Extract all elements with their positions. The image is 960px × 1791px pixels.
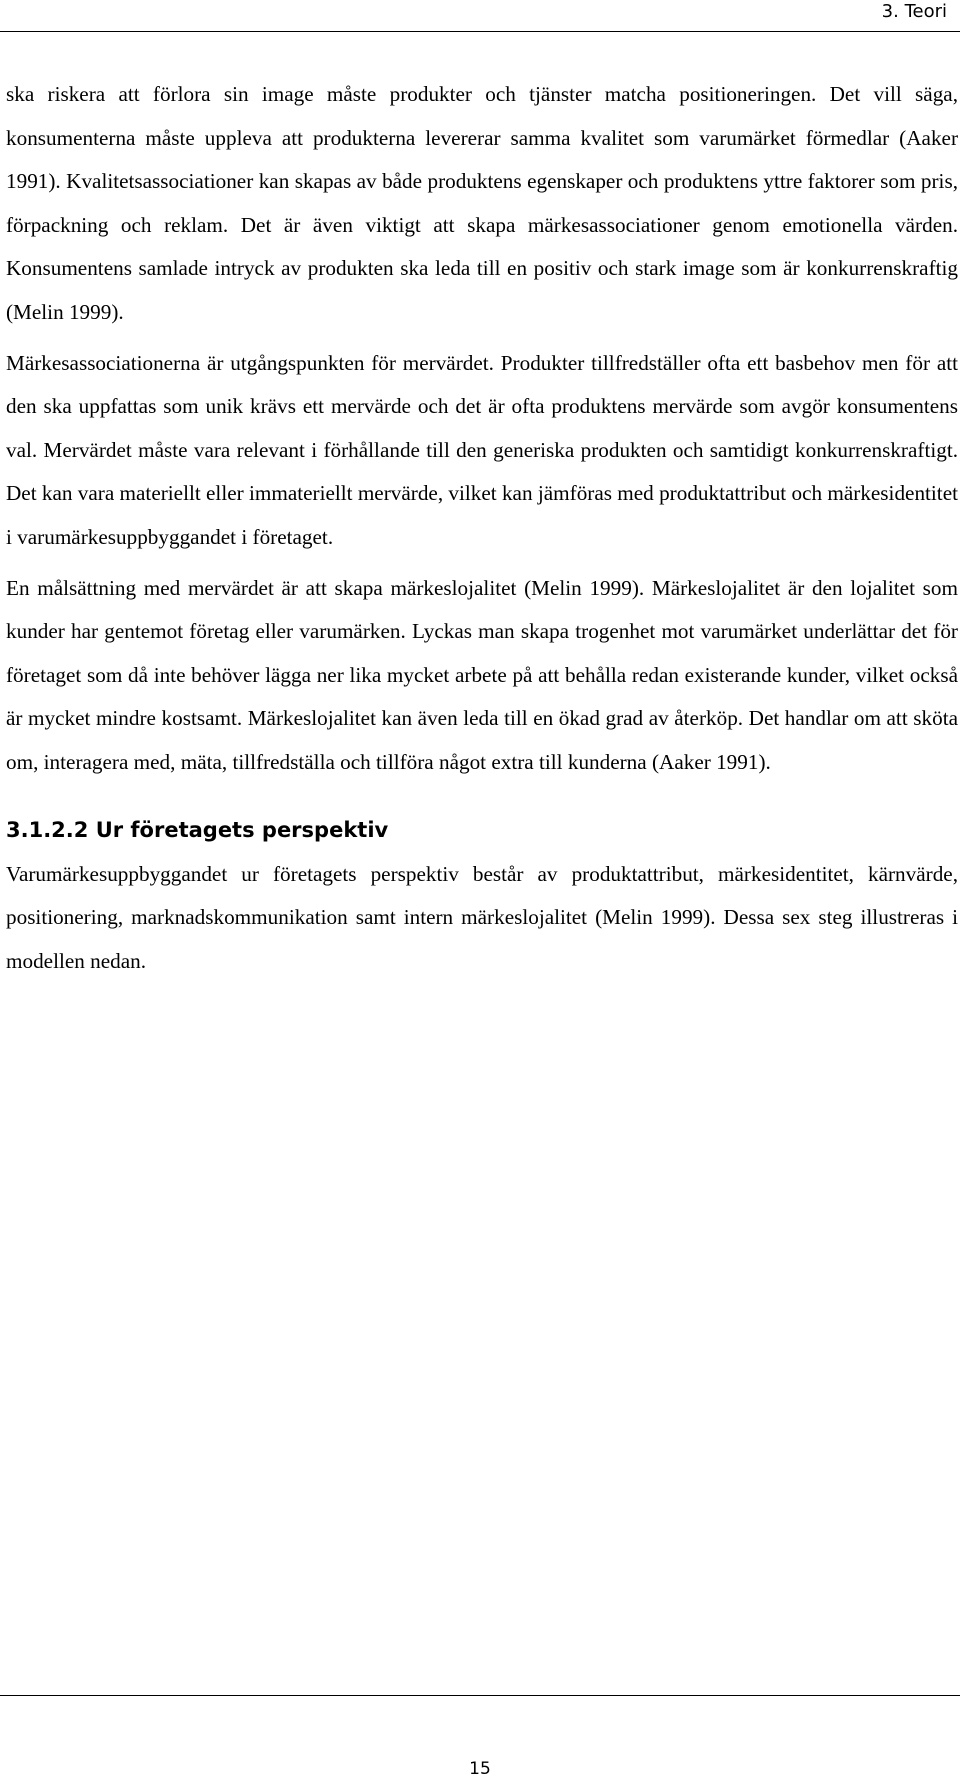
footer-rule xyxy=(0,1695,960,1696)
paragraph-added-value: Märkesassociationerna är utgångspunkten för mervärdet. Produkter tillfredställer ofta ett basbehov men för att den ska uppfattas som unik krävs ett mervärde och det är ofta produktens mervärde som avgör konsumentens val. Mervärdet måste vara relevant i förhållande till den generiska produkten och samtidigt konkurrenskraftigt. Det kan vara materiellt eller immateriellt mervärde, vilket kan jämföras med produktattribut och märkesidentitet i varumärkesuppbyggandet i företaget. xyxy=(6,350,958,549)
page-number: 15 xyxy=(469,1759,491,1779)
paragraph-brand-loyalty: En målsättning med mervärdet är att skapa märkeslojalitet (Melin 1999). Märkeslojalitet är den lojalitet som kunder har gentemot företag eller varumärken. Lyckas man skapa trogenhet mot varumärket underlättar det för företaget som då inte behöver lägga ner lika mycket arbete på att behålla redan existerande kunder, vilket också är mycket mindre kostsamt. Märkeslojalitet kan även leda till en ökad grad av återköp. Det handlar om att sköta om, interagera med, mäta, tillfredställa och tillföra något extra till kunderna (Aaker 1991). xyxy=(6,575,958,774)
header-rule xyxy=(0,31,960,32)
page-header xyxy=(0,0,960,38)
section-heading: 3.1.2.2 Ur företagets perspektiv xyxy=(6,817,389,842)
paragraph-company-perspective: Varumärkesuppbyggandet ur företagets perspektiv består av produktattribut, märkesidentitet, kärnvärde, positionering, marknadskommunikation samt intern märkeslojalitet (Melin 1999). Dessa sex steg illustreras i modellen nedan. xyxy=(6,861,958,973)
chapter-header: 3. Teori xyxy=(881,1,947,22)
paragraph-image-quality: ska riskera att förlora sin image måste produkter och tjänster matcha positioneringen. Det vill säga, konsumenterna måste uppleva att produkterna levererar samma kvalitet som varumärket förmedlar (Aaker 1991). Kvalitetsassociationer kan skapas av både produktens egenskaper och produktens yttre faktorer som pris, förpackning och reklam. Det är även viktigt att skapa märkesassociationer genom emotionella värden. Konsumentens samlade intryck av produkten ska leda till en positiv och stark image som är konkurrenskraftig (Melin 1999). xyxy=(6,82,958,324)
document-body xyxy=(6,73,958,983)
